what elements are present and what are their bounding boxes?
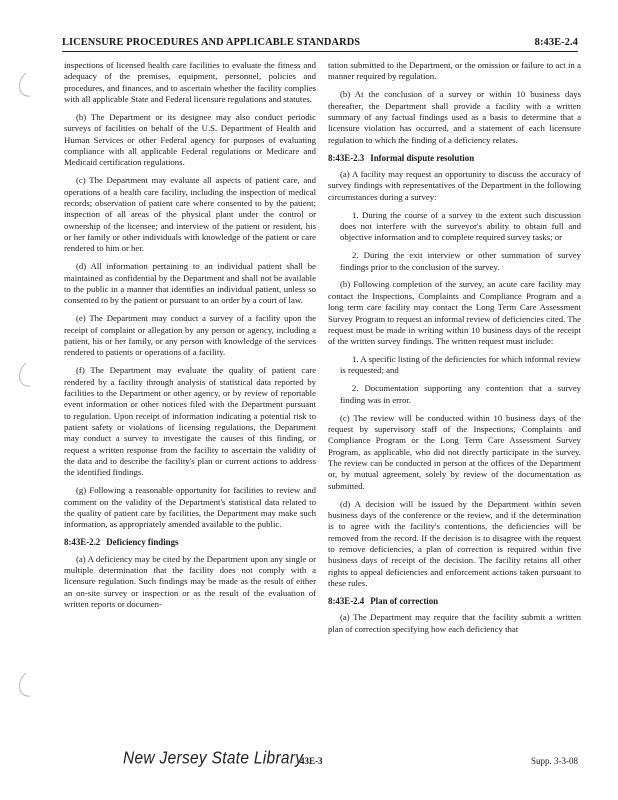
paragraph: tation submitted to the Department, or the omission or failure to act in a manner required by regulation. xyxy=(328,60,581,82)
left-column xyxy=(64,60,316,617)
list-item: 1. During the course of a survey to the extent such discussion does not interfere with the surveyor's ability to obtain full and objective information and to complete required survey tasks; or xyxy=(340,209,581,243)
library-stamp: New Jersey State Library xyxy=(123,748,304,769)
paragraph: (g) Following a reasonable opportunity for facilities to review and comment on the validity of the Department's statistical data related to the quality of patient care by facilities, the Department may make such information, as appropriately amended available to the public. xyxy=(64,485,316,530)
paragraph: (d) A decision will be issued by the Department within seven business days of the conference or the review, and if the determination is to agree with the facility's contentions, the deficiencies will be removed from the record. If the decision is to disagree with the request to remove deficiencies, a plan of correction is required within five business days of receipt of the decision. The facility retains all other rights to appeal deficiencies and enforcement actions taken pursuant to these rules. xyxy=(328,498,581,589)
list-item: 1. A specific listing of the deficiencies for which informal review is requested; and xyxy=(340,354,581,376)
header-rule xyxy=(62,51,578,52)
list-item: 2. Documentation supporting any contention that a survey finding was in error. xyxy=(340,383,581,405)
section-number: 8:43E-2.4 xyxy=(328,596,365,607)
header-title: LICENSURE PROCEDURES AND APPLICABLE STANDARDS xyxy=(62,37,361,48)
paragraph: (f) The Department may evaluate the quality of patient care rendered by a facility through analysis of statistical data reported by facilities to the Department or other agency, or by review of reportable event information or other notices filed with the Department pursuant to regulation. Upon receipt of information indicating a potential risk to patient safety or violations of licensing regulations, the Department may conduct a survey to investigate the causes of this finding, or request a written response from the facility to ascertain the validity of the data and to describe the facility's plan or current actions to address the identified findings. xyxy=(64,365,316,478)
paragraph: (b) The Department or its designee may also conduct periodic surveys of facilities on behalf of the U.S. Department of Health and Human Services or other Federal agency for purposes of evaluating compliance with all applicable Federal regulations or Medicare and Medicaid certification regulations. xyxy=(64,111,316,168)
running-header xyxy=(62,37,578,48)
paragraph: (a) A deficiency may be cited by the Department upon any single or multiple determination that the facility does not comply with a licensure regulation. Such findings may be made as the result of either an on-site survey or inspection or as the result of the evaluation of written reports or documen- xyxy=(64,553,316,609)
paragraph: (a) The Department may require that the facility submit a written plan of correction specifying how each deficiency that xyxy=(328,612,581,634)
paragraph: (d) All information pertaining to an individual patient shall be maintained as confidential by the Department and shall not be available to the public in a manner that identifies an individual patient, unless so consented to by the patient or pursuant to an order by a court of law. xyxy=(64,261,316,306)
paragraph: (b) Following completion of the survey, an acute care facility may contact the Inspections, Complaints and Compliance Program and a long term care facility may contact the Long Term Care Assessment Survey Program to request an informal review of deficiencies cited. The request must be made in writing within 10 business days of the receipt of the written survey findings. The written request must include: xyxy=(328,279,581,347)
section-heading xyxy=(328,153,581,164)
binder-hole-mark-top xyxy=(14,70,34,100)
paragraph: (a) A facility may request an opportunity to discuss the accuracy of survey findings with representatives of the Department in the following circumstances during a survey: xyxy=(328,168,581,202)
supplement-date: Supp. 3-3-08 xyxy=(531,756,578,766)
section-heading xyxy=(328,596,581,607)
section-heading xyxy=(64,537,316,548)
section-title: Plan of correction xyxy=(370,596,439,607)
paragraph: (b) At the conclusion of a survey or within 10 business days thereafter, the Department shall provide a facility with a written summary of any factual findings used as a basis to determine that a licensure violation has occurred, and a statement of each licensure regulation to which the finding of a deficiency relates. xyxy=(328,89,581,145)
section-title: Informal dispute resolution xyxy=(370,152,475,163)
section-number: 8:43E-2.3 xyxy=(328,152,365,163)
page-number: 43E-3 xyxy=(300,756,323,766)
binder-hole-mark-middle xyxy=(14,360,34,390)
section-number: 8:43E-2.2 xyxy=(64,537,101,548)
header-section: 8:43E-2.4 xyxy=(534,37,578,48)
section-title: Deficiency findings xyxy=(106,537,179,548)
paragraph: (e) The Department may conduct a survey of a facility upon the receipt of complaint or allegation by any person or agency, including a patient, his or her family, or any person with knowledge of the services rendered to patients or operations of a facility. xyxy=(64,313,316,358)
paragraph: (c) The review will be conducted within 10 business days of the request by supervisory staff of the Inspections, Complaints and Compliance Program or the Long Term Care Assessment Survey Program, as applicable, who did not directly participate in the survey. The review can be conducted in person at the offices of the Department or, by mutual agreement, solely by review of the documentation as submitted. xyxy=(328,412,581,491)
list-item: 2. During the exit interview or other summation of survey findings prior to the conclusion of the survey. xyxy=(340,250,581,272)
paragraph: inspections of licensed health care facilities to evaluate the fitness and adequacy of the premises, equipment, personnel, policies and procedures, and finances, and to ascertain whether the facility complies with all applicable State and Federal licensure regulations and statutes. xyxy=(64,60,316,105)
right-column xyxy=(328,60,581,642)
paragraph: (c) The Department may evaluate all aspects of patient care, and operations of a health care facility, including the inspection of medical records; observation of patient care where consented to by the patient; inspection of all areas of the physical plant under the control or ownership of the licensee; and interview of the patient or resident, his or her family or other individuals with knowledge of the patient or care rendered to him or her. xyxy=(64,175,316,254)
binder-hole-mark-bottom xyxy=(14,670,34,700)
